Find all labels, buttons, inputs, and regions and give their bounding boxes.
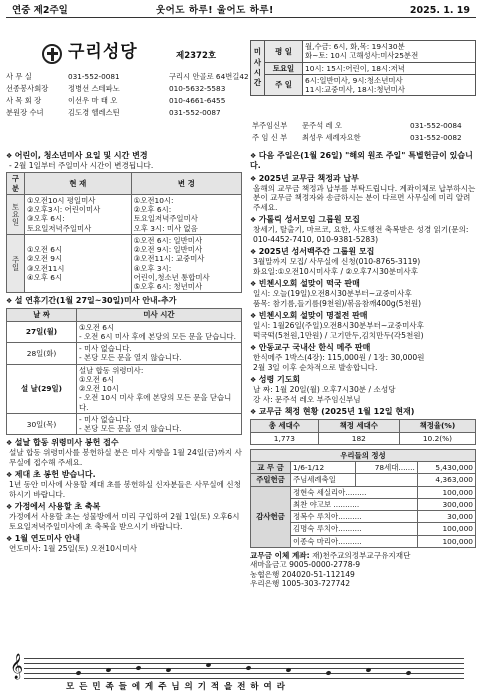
section-text: 일시: 오늘(19일)오전8시30분부터~교중미사후 품목: 참기름,들기름(9천원)/볶음참깨400g(5천원) — [253, 289, 422, 308]
section-title: ❖ 빈첸시오회 설맞이 명절전 판매 — [250, 311, 476, 321]
section-title: ❖ 제대 초 봉헌 받습니다. — [6, 470, 242, 480]
staff-directory — [6, 72, 258, 120]
section-title: ❖ 어린이, 청소년미사 요일 및 시간 변경 — [6, 151, 242, 161]
section-text: 가정에서 사용할 초는 성물방에서 미리 구입하여 2월 1일(토) 오후6시 토요일저녁주일미사에 초 축복을 받으시기 바랍니다. — [9, 512, 240, 531]
section-title: ❖ 빈첸시오회 설맞이 떡국 판매 — [250, 279, 476, 289]
mass-change-table: 구분 현 재 변 경 토요일 ①오전10시 평일미사 ②오후3시: 어린이미사 ③오후 6시: 토요일저녁주일미사 ①오전10시: ②오후 6시: 토요일저녁주일미사 오후 3시: 미사 없음 주일 ①오전 6시 ②오전 9시 ③오전11시 ④오후 6시 ①오전 6시: 일반미사 ②오전 9시: 일반미사 ③오전11시: 교중미사 ④오후 3시: 어린이,청소년 통합미사 ⑤오후 6시: 청년미사 — [6, 172, 242, 293]
top-bar — [6, 4, 476, 18]
staff-row: 선종봉사회장 정병선 스테파노 010-5632-5583 — [6, 84, 226, 93]
section-text: 올해의 교무금 책정과 납부를 부탁드립니다. 계좌이체로 납부하시는 분이 교무금 책정자와 송금하시는 분이 다르면 사무실에 미리 알려 주세요. — [253, 184, 476, 212]
section-text: - 2월 1일부터 주일미사 시간이 변경됩니다. — [9, 161, 154, 170]
note-icon — [135, 665, 141, 670]
right-column — [250, 148, 476, 589]
music-staff — [6, 655, 476, 691]
section-title: ❖ 다음 주일은(1월 26일) "해외 원조 주일" 특별헌금이 있습니다. — [250, 151, 476, 171]
contact-row: 주 임 신 부 최성우 세례자요한 031-552-0082 — [252, 133, 462, 142]
note-icon — [325, 670, 331, 675]
section-title: ❖ 성령 기도회 — [250, 375, 476, 385]
note-icon — [105, 667, 111, 672]
section-title: ❖ 안동교구 국내산 한식 메주 판매 — [250, 343, 476, 353]
section-text: 한식메주 1박스(4장): 115,000원 / 1장: 30,000원 2월 3일 이후 순차적으로 발송합니다. — [253, 353, 425, 372]
cross-logo-icon — [42, 44, 62, 64]
section-text: 일시: 1월26일(주일)오전8시30분부터~교중미사후 떡국떡(5천원,1만원) / 고기만두,김치만두(각5천원) — [253, 321, 424, 340]
staff-row: 사 무 실 031-552-0081 구리시 안골로 64번길42 — [6, 72, 249, 81]
liturgical-day: 연중 제2주일 — [12, 5, 68, 16]
issue-date: 2025. 1. 19 — [409, 5, 470, 16]
section-title: ❖ 가정에서 사용할 초 축복 — [6, 502, 242, 512]
treble-clef-icon: 𝄞 — [10, 654, 24, 679]
section-title: ❖ 설 연휴기간(1월 27일~30일)미사 안내-추가 — [6, 296, 242, 306]
section-text: 3월말까지 모집/ 사무실에 신청(010-8765-3119) 화요일:①오전10시미사후 / ②오후7시30분미사후 — [253, 257, 421, 276]
priest-contacts — [250, 121, 476, 145]
note-icon — [365, 667, 371, 672]
contact-row: 부주임신부 문주석 레 오 031-552-0084 — [252, 121, 462, 130]
section-title: ❖ 교무금 책정 현황 (2025년 1월 12일 현재) — [250, 407, 476, 417]
offering-table: 우리들의 정성 교 무 금 1/6-1/12 78세대....... 5,430,000 주일헌금 주님세례축일 4,363,000 감사헌금 정현숙 세실리아......... 100,000 최찬 야고보 ........... 300,000 정복수 루치아.......... 30,000 김명숙 루치아.......... 100,000 이종숙 마리아.......... 100,000 — [250, 449, 476, 548]
staff-row: 분원장 수녀 김도경 헬레스틴 031-552-0087 — [6, 108, 221, 117]
section-text: 창세기, 탈출기, 마르코, 요한, 사도행전 축복받은 성경 읽기(문의: 010-4452-7410, 010-9381-5283) — [253, 225, 469, 244]
section-text: 날 짜: 1월 20일(월) 오후7시30분 / 소성당 강 사: 문주석 레오 부주임신부님 — [253, 385, 396, 404]
mass-schedule-side-label: 미사시간 — [251, 41, 265, 96]
offering-title: 우리들의 정성 — [251, 449, 476, 461]
tithe-status-table: 총 세대수 책정 세대수 책정율(%) 1,773 182 10.2(%) — [250, 419, 476, 445]
note-icon — [205, 662, 211, 667]
issue-number: 제2372호 — [176, 51, 217, 61]
section-text: 연도미사: 1월 25일(토) 오전10시미사 — [9, 544, 137, 554]
note-icon — [165, 667, 171, 672]
section-text: 1년 동안 미사에 사용할 제대 초를 봉헌하실 신자분들은 사무실에 신청하시기 바랍니다. — [9, 480, 241, 499]
note-icon — [75, 670, 81, 675]
section-title: ❖ 2025년 교무금 책정과 납부 — [250, 174, 476, 184]
staff-row: 사 목 회 장 이선우 마 태 오 010-4661-6455 — [6, 96, 226, 105]
hymn-lyrics: 모 든 민 족 들 에 게 주 님 의 기 적 을 전 하 여 라 — [66, 682, 286, 692]
mass-schedule-table: 미사시간 평 일 월,수금: 6시, 화,목: 19시30분 화~토: 10시 고해성사:미사25분전 토요일 10시: 15시:어린이, 18시:저녁 주 일 6시:일반미사, 9시:청소년미사 11시:교중미사, 18시:청년미사 — [250, 40, 476, 96]
church-name: 구리성당 — [68, 42, 138, 62]
section-title: ❖ 가톨릭 성서모임 그룹원 모집 — [250, 215, 476, 225]
section-title: ❖ 2025년 성서백주간 그룹원 모집 — [250, 247, 476, 257]
bank-info: 교무금 이체 계좌: 재)천주교의정부교구유지재단 새마을금고 9005-0000-2778-9 농협은행 204020-51-112149 우리은행 1005-303-727742 — [250, 550, 411, 589]
section-title: ❖ 1월 연도미사 안내 — [6, 534, 242, 544]
note-icon — [405, 670, 411, 675]
note-icon — [245, 665, 251, 670]
left-column — [6, 148, 242, 554]
motto: 웃어도 하루! 울어도 하루! — [156, 5, 274, 16]
note-icon — [285, 667, 291, 672]
section-text: 설날 합동 위령미사를 봉헌하실 분은 미사 지향을 1월 24일(금)까지 사무실에 접수해 주세요. — [9, 448, 242, 467]
section-title: ❖ 설날 합동 위령미사 봉헌 접수 — [6, 438, 242, 448]
holiday-mass-table: 날 짜 미사 시간 27일(월) ①오전 6시 - 오전 6시 미사 후에 본당의 모든 문을 닫습니다. 28일(화) - 미사 없습니다. - 본당 모든 문을 열지 않습니다. 설 날(29일) 설날 합동 위령미사: ①오전 6시 ②오전 10시 - 오전 10시 미사 후에 본당의 모든 문을 닫습니다. 30일(목) - 미사 없습니다. - 본당 모든 문을 열지 않습니다. — [6, 308, 242, 435]
